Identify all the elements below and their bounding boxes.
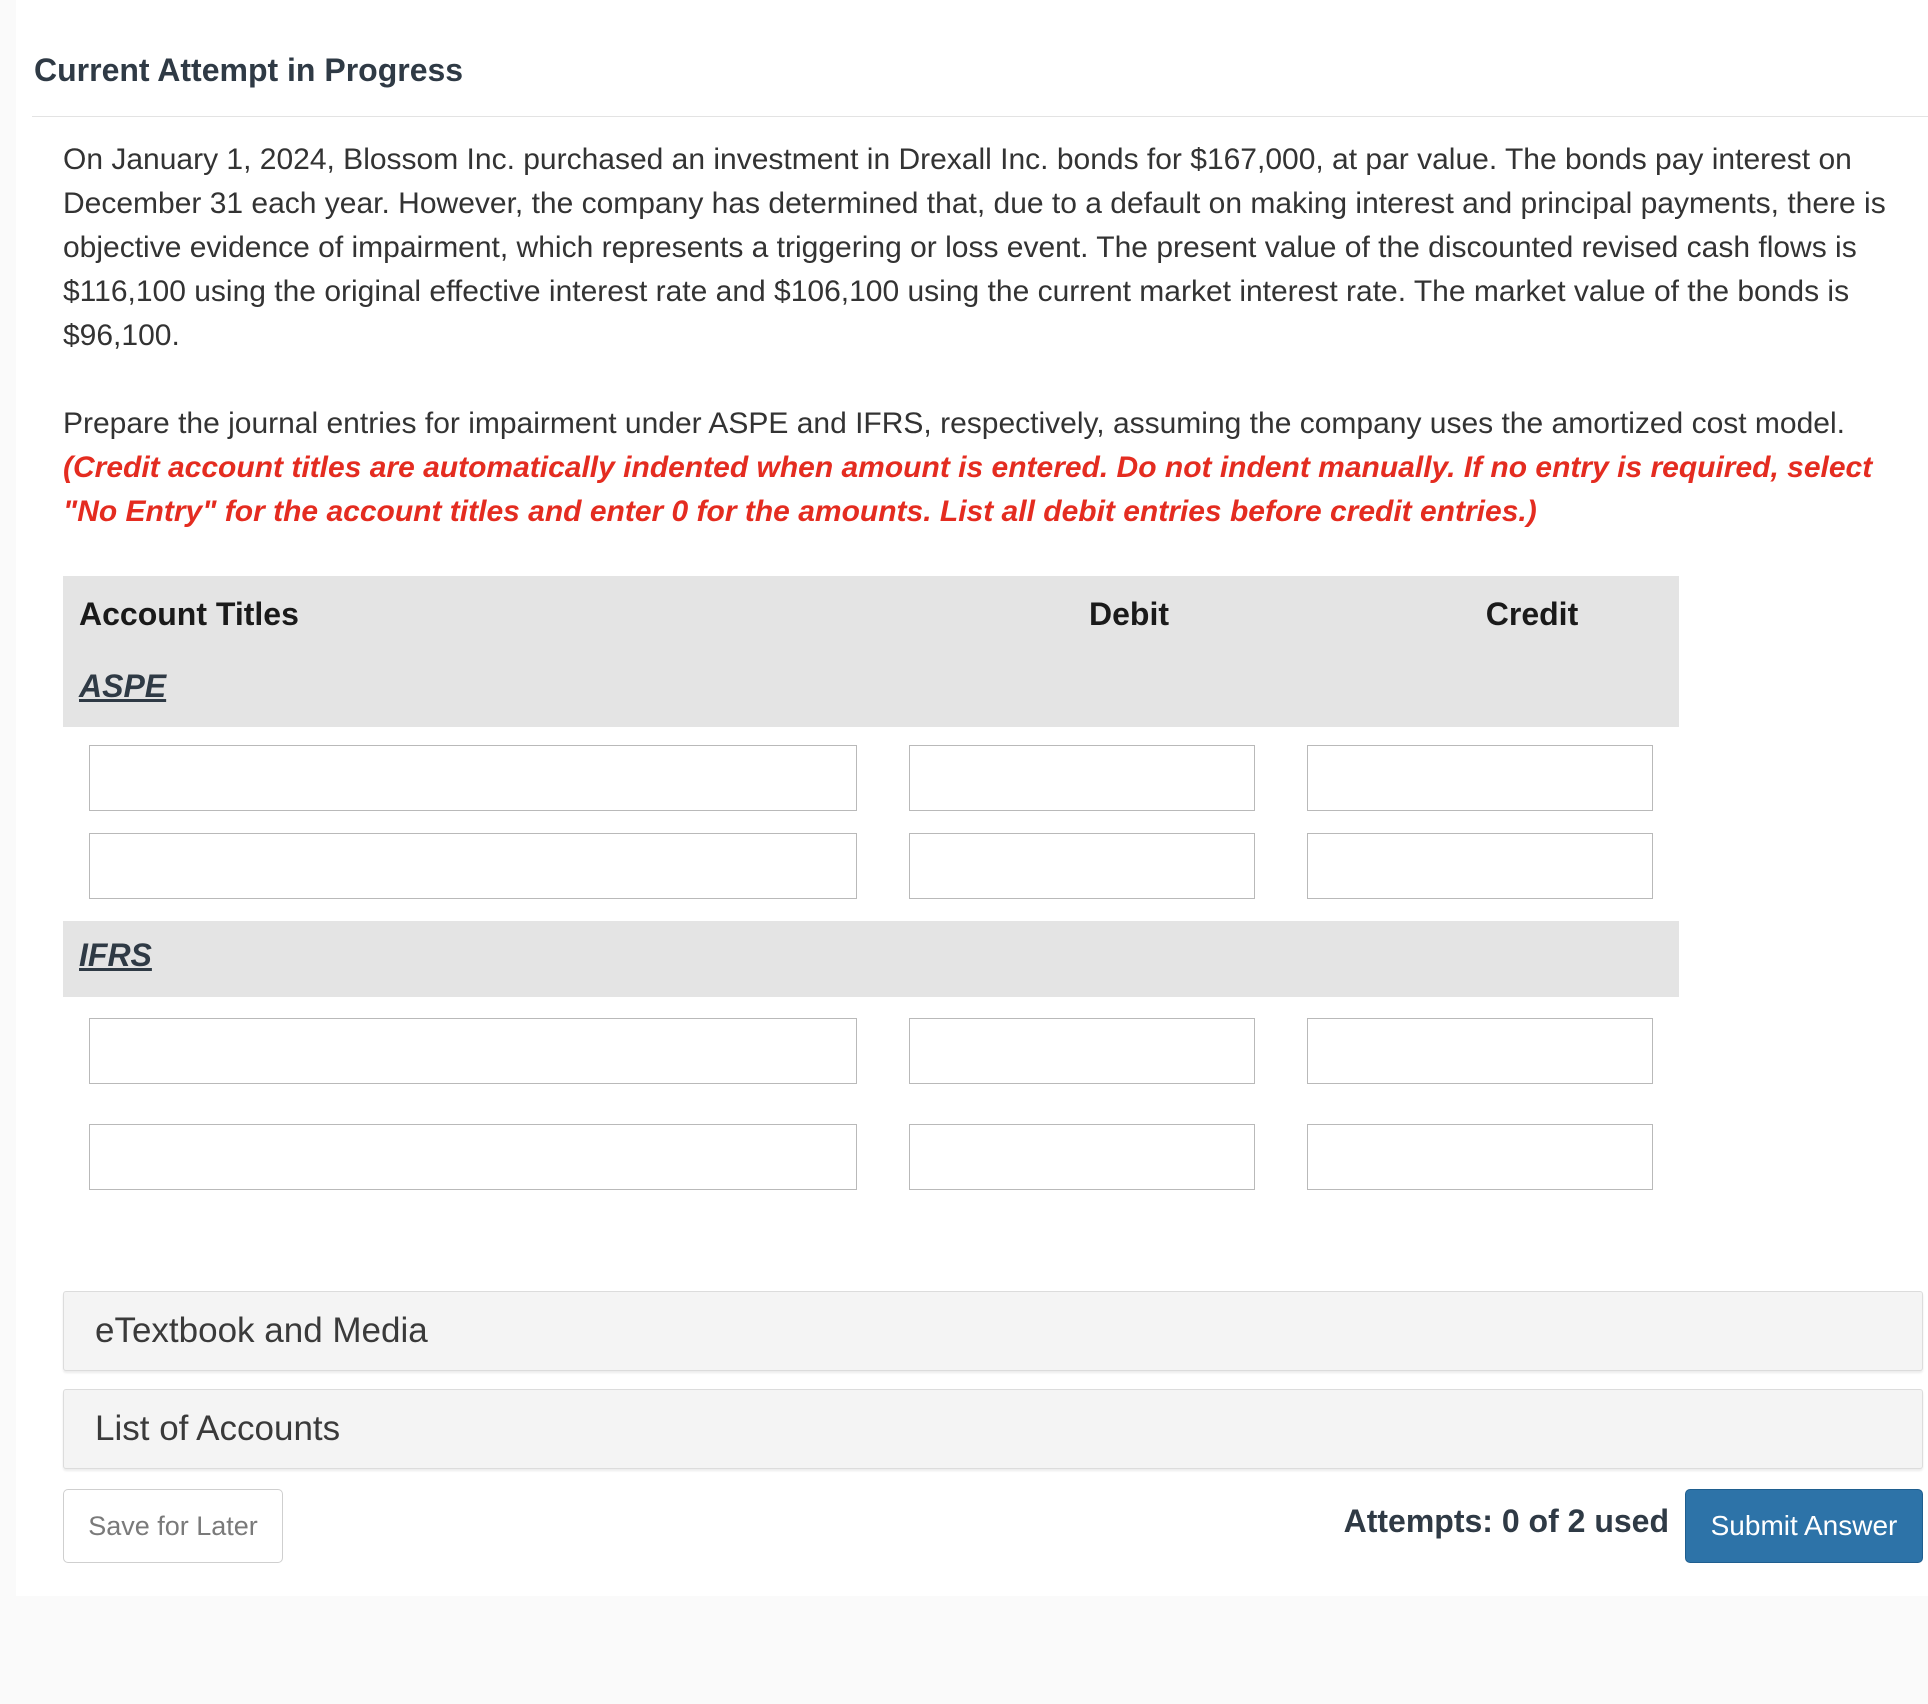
debit-input[interactable] [909, 745, 1255, 811]
save-for-later-button[interactable]: Save for Later [63, 1489, 283, 1563]
table-header [63, 576, 1679, 727]
column-header-credit: Credit [1485, 596, 1579, 632]
instruction-text [63, 402, 1923, 534]
debit-input[interactable] [909, 1124, 1255, 1190]
table-row [63, 727, 1679, 833]
journal-entry-table [63, 576, 1679, 1209]
section-label-aspe: ASPE [79, 668, 167, 704]
table-row [63, 997, 1679, 1103]
credit-input[interactable] [1307, 1124, 1653, 1190]
etextbook-media-panel[interactable]: eTextbook and Media [63, 1291, 1923, 1371]
list-of-accounts-panel[interactable]: List of Accounts [63, 1389, 1923, 1469]
credit-input[interactable] [1307, 1018, 1653, 1084]
column-header-account-titles: Account Titles [79, 596, 299, 632]
divider [32, 116, 1928, 117]
instruction-main: Prepare the journal entries for impairment under ASPE and IFRS, respectively, assuming the company uses the amortized cost model. [63, 407, 1845, 440]
credit-input[interactable] [1307, 833, 1653, 899]
table-row [63, 1103, 1679, 1209]
account-title-input[interactable] [89, 1018, 857, 1084]
credit-input[interactable] [1307, 745, 1653, 811]
question-card [16, 0, 1928, 1596]
question-text: On January 1, 2024, Blossom Inc. purchased an investment in Drexall Inc. bonds for $167,000, at par value. The bonds pay interest on December 31 each year. However, the company has determined that, due to a default on making interest and principal payments, there is objective evidence of impairment, which represents a triggering or loss event. The present value of the discounted revised cash flows is $116,100 using the original effective interest rate and $106,100 using the current market interest rate. The market value of the bonds is $96,100. [63, 143, 1886, 352]
account-title-input[interactable] [89, 1124, 857, 1190]
question-body [63, 138, 1923, 534]
table-row [63, 833, 1679, 921]
debit-input[interactable] [909, 833, 1255, 899]
submit-answer-button[interactable]: Submit Answer [1685, 1489, 1923, 1563]
account-title-input[interactable] [89, 745, 857, 811]
page-title: Current Attempt in Progress [34, 52, 464, 88]
section-header-ifrs [63, 921, 1679, 997]
debit-input[interactable] [909, 1018, 1255, 1084]
account-title-input[interactable] [89, 833, 857, 899]
section-label-ifrs: IFRS [79, 937, 152, 973]
attempts-counter: Attempts: 0 of 2 used [1343, 1503, 1669, 1539]
instruction-note: (Credit account titles are automatically indented when amount is entered. Do not indent manually. If no entry is required, select "No Entry" for the account titles and enter 0 for the amounts. List all debit entries before credit entries.) [63, 451, 1873, 528]
column-header-debit: Debit [1089, 596, 1169, 632]
